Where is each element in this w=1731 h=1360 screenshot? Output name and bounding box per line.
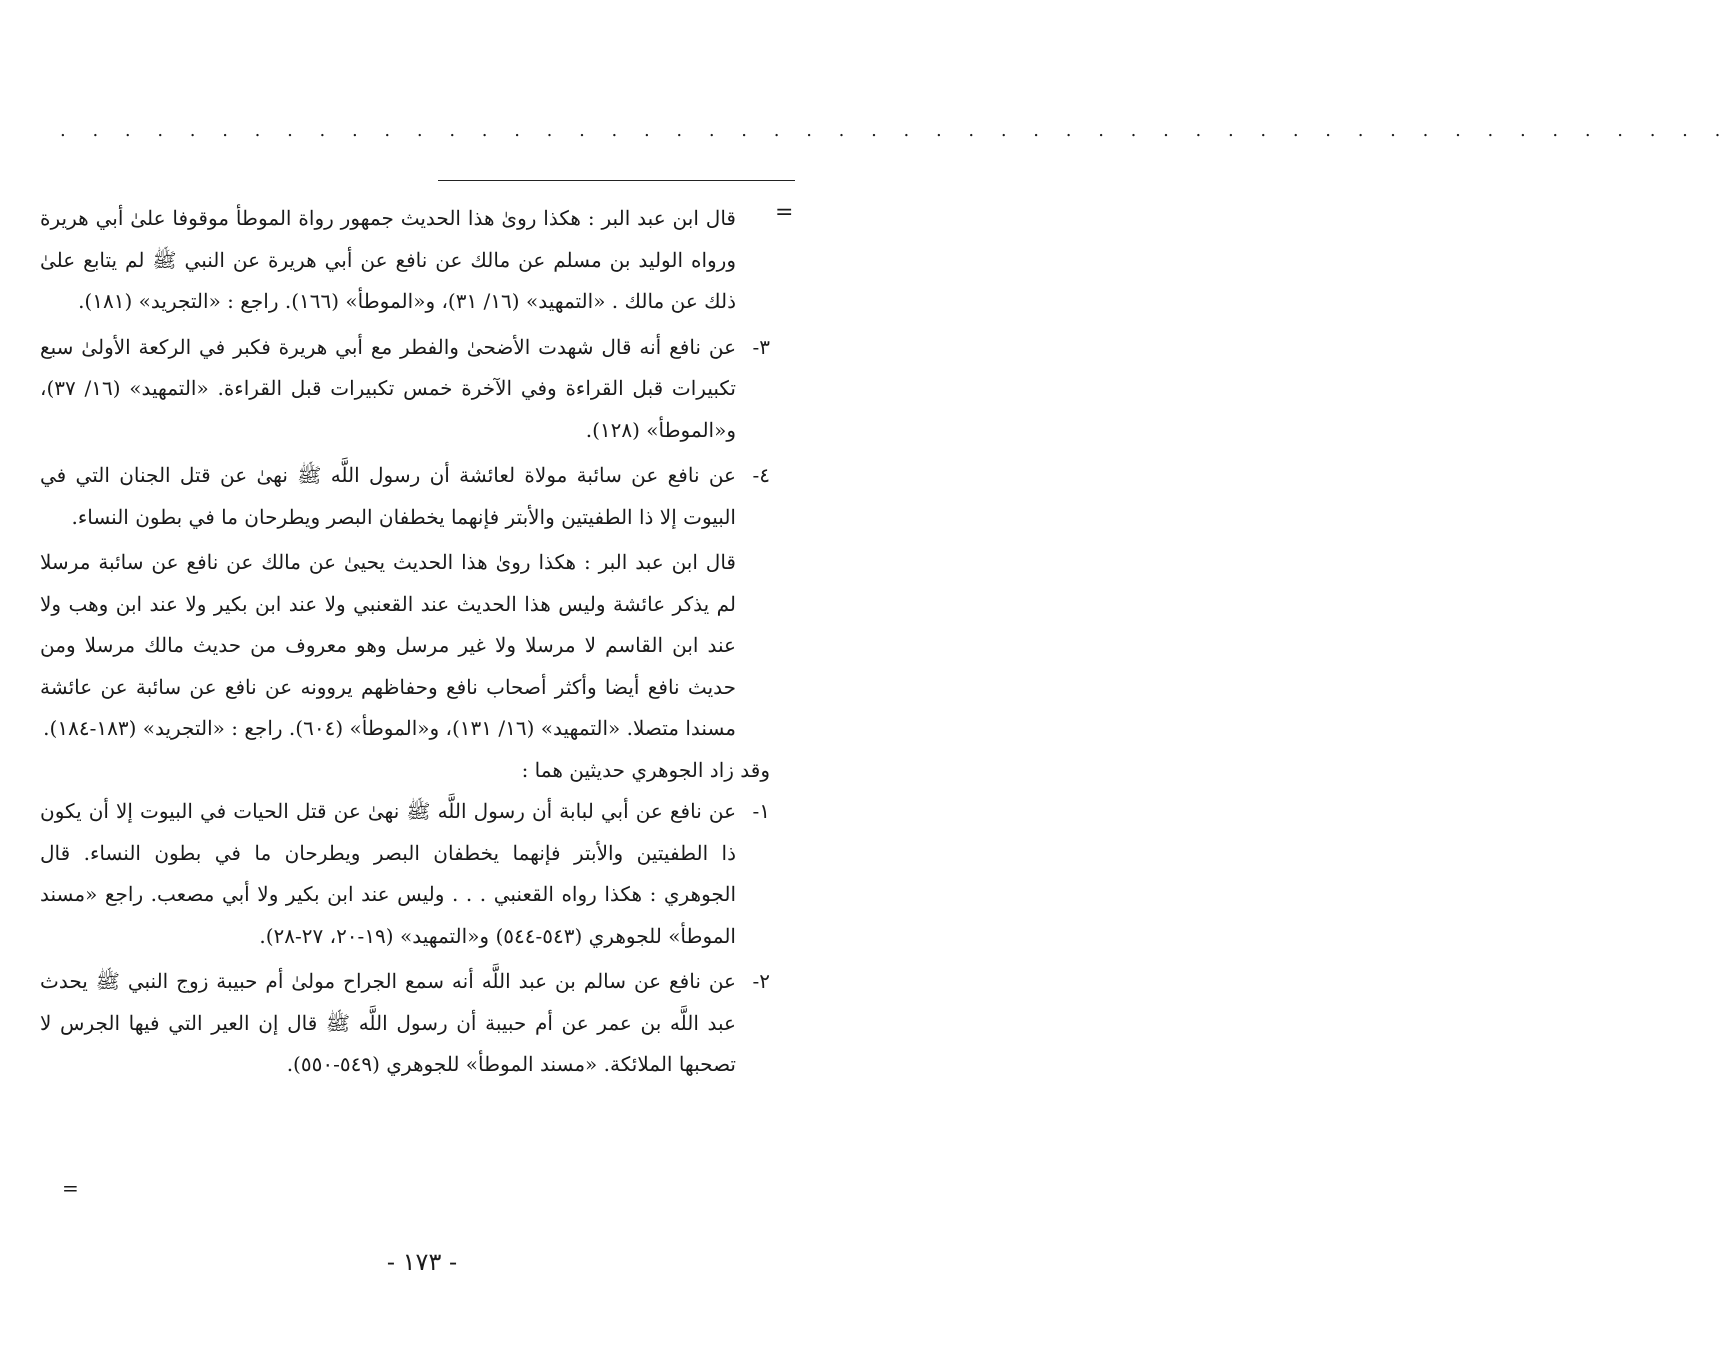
item-number: ٤- bbox=[752, 463, 770, 487]
footnote-rule bbox=[438, 180, 795, 181]
item-number: ١- bbox=[752, 799, 770, 823]
separator-dots: . . . . . . . . . . . . . . . . . . . . . . . . . . . . . . . . . . . . . . . . . . . . . . . . . . . . bbox=[60, 120, 1731, 141]
list-item-jawhari-2 bbox=[40, 961, 770, 1086]
continuation-mark-top: = bbox=[775, 200, 794, 225]
list-item-3 bbox=[40, 327, 770, 452]
paragraph-ibn-abd-al-barr-2: قال ابن عبد البر : هكذا روىٰ هذا الحديث يحيىٰ عن مالك عن نافع عن سائبة مرسلا لم يذكر عائشة وليس هذا الحديث عند القعنبي ولا عند ابن بكير ولا عند ابن وهب ولا عند ابن القاسم لا مرسلا ولا غير مرسل وهو معروف من حديث مالك مرسلا ومن حديث نافع أيضا وأكثر أصحاب نافع وحفاظهم يروونه عن نافع عن سائبة عن عائشة مسندا متصلا. «التمهيد» (١٦/ ١٣١)، و«الموطأ» (٦٠٤). راجع : «التجريد» (١٨٣-١٨٤). bbox=[40, 550, 736, 740]
list-item-4 bbox=[40, 455, 770, 538]
item-text: عن نافع أنه قال شهدت الأضحىٰ والفطر مع أبي هريرة فكبر في الركعة الأولىٰ سبع تكبيرات قبل القراءة وفي الآخرة خمس تكبيرات قبل القراءة. «التمهيد» (١٦/ ٣٧)، و«الموطأ» (١٢٨). bbox=[40, 334, 736, 442]
list-item-jawhari-1 bbox=[40, 791, 770, 957]
footnote-content bbox=[40, 198, 770, 1086]
item-text: عن نافع عن أبي لبابة أن رسول اللَّه ﷺ نهىٰ عن قتل الحيات في البيوت إلا أن يكون ذا الطفيتين والأبتر فإنهما يخطفان البصر ويطرحان ما في بطون النساء. قال الجوهري : هكذا رواه القعنبي . . . وليس عند ابن بكير ولا أبي مصعب. راجع «مسند الموطأ» للجوهري (٥٤٣-٥٤٤) و«التمهيد» (١٩-٢٠، ٢٧-٢٨). bbox=[40, 799, 737, 948]
continuation-mark-bottom: = bbox=[62, 1176, 79, 1200]
item-number: ٢- bbox=[752, 969, 770, 993]
item-text: عن نافع عن سالم بن عبد اللَّه أنه سمع الجراح مولىٰ أم حبيبة زوج النبي ﷺ يحدث عبد اللَّه بن عمر عن أم حبيبة أن رسول اللَّه ﷺ قال إن العير التي فيها الجرس لا تصحبها الملائكة. «مسند الموطأ» للجوهري (٥٤٩-٥٥٠). bbox=[40, 969, 736, 1076]
paragraph-jawhari-intro: وقد زاد الجوهري حديثين هما : bbox=[521, 757, 770, 782]
page-number: - ١٧٣ - bbox=[386, 1248, 458, 1276]
paragraph-ibn-abd-al-barr-1: قال ابن عبد البر : هكذا روىٰ هذا الحديث جمهور رواة الموطأ موقوفا علىٰ أبي هريرة ورواه الوليد بن مسلم عن مالك عن نافع عن أبي هريرة عن النبي ﷺ لم يتابع علىٰ ذلك عن مالك . «التمهيد» (١٦/ ٣١)، و«الموطأ» (١٦٦). راجع : «التجريد» (١٨١). bbox=[40, 206, 736, 313]
item-number: ٣- bbox=[752, 334, 770, 359]
item-text: عن نافع عن سائبة مولاة لعائشة أن رسول اللَّه ﷺ نهىٰ عن قتل الجنان التي في البيوت إلا ذا الطفيتين والأبتر فإنهما يخطفان البصر ويطرحان ما في بطون النساء. bbox=[40, 463, 736, 529]
